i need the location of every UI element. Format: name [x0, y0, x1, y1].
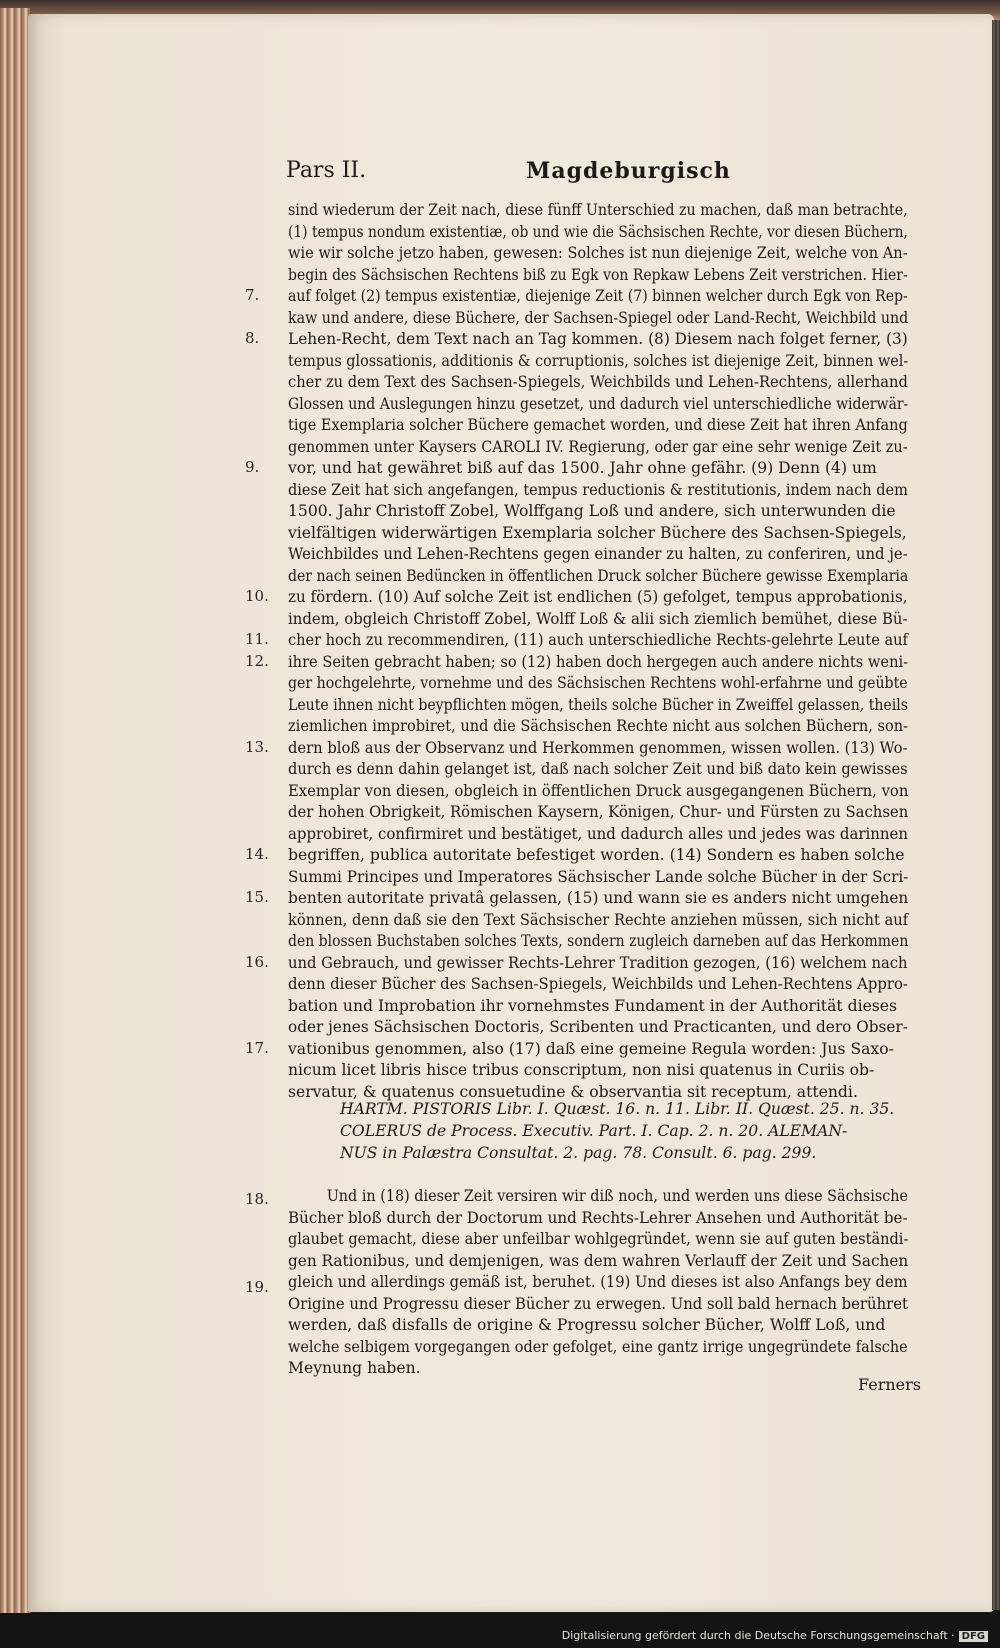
paragraph-line: Und in (18) dieser Zeit versiren wir diß noch, und werden uns diese Sächsische	[326, 1187, 909, 1205]
paragraph-line: Bücher bloß durch der Doctorum und Rechts-Lehrer Ansehen und Authorität be-	[288, 1208, 908, 1227]
text-line: Leute ihnen nicht beypflichten mögen, theils solche Bücher in Zweiffel gelassen, theils	[288, 695, 908, 714]
text-line: diese Zeit hat sich angefangen, tempus reductionis & restitutionis, indem nach dem	[288, 480, 908, 499]
text-line: 1500. Jahr Christoff Zobel, Wolffgang Loß und andere, sich unterwunden die	[288, 502, 896, 520]
text-line: servatur, & quatenus consuetudine & observantia sit receptum, attendi.	[288, 1082, 858, 1101]
text-line: indem, obgleich Christoff Zobel, Wolff Loß & alii sich ziemlich bemühet, diese Bü-	[288, 609, 908, 628]
paragraph-line: gen Rationibus, und demjenigen, was dem wahren Verlauff der Zeit und Sachen	[288, 1251, 909, 1270]
text-line: Lehen-Recht, dem Text nach an Tag kommen. (8) Diesem nach folget ferner, (3)	[288, 330, 908, 348]
text-line: Glossen und Auslegungen hinzu gesetzet, und dadurch viel unterschiedliche widerwär-	[288, 394, 909, 413]
text-line: wie wir solche jetzo haben, gewesen: Solches ist nun diejenige Zeit, welche von An-	[288, 244, 908, 262]
paragraph-line: Origine und Progressu dieser Bücher zu erwegen. Und soll bald hernach berühret	[288, 1294, 909, 1313]
text-line: vor, und hat gewähret biß auf das 1500. Jahr ohne gefähr. (9) Denn (4) um	[288, 459, 877, 477]
margin-number: 11.	[245, 630, 269, 648]
text-line: Summi Principes und Imperatores Sächsischer Lande solche Bücher in der Scri-	[288, 867, 909, 886]
margin-number: 14.	[245, 845, 269, 863]
dfg-logo: DFG	[959, 1631, 988, 1642]
text-line: begriffen, publica autoritate befestiget worden. (14) Sondern es haben solche	[288, 846, 905, 864]
text-line: ger hochgelehrte, vornehme und des Sächsischen Rechtens wohl-erfahrne und geübte	[288, 674, 908, 692]
book-right-edge	[992, 20, 1000, 1610]
text-line: vationibus genommen, also (17) daß eine gemeine Regula worden: Jus Saxo-	[288, 1039, 894, 1058]
text-line: ziemlichen improbiret, und die Sächsischen Rechte nicht aus solchen Büchern, son-	[288, 717, 909, 735]
text-line: kaw und andere, diese Büchere, der Sachsen-Spiegel oder Land-Recht, Weichbild und	[288, 308, 909, 327]
text-line: tempus glossationis, additionis & corruptionis, solches ist diejenige Zeit, binnen wel-	[288, 351, 909, 370]
text-line: dern bloß aus der Observanz und Herkommen genommen, wissen wollen. (13) Wo-	[288, 738, 908, 757]
paragraph-line: glaubet gemacht, diese aber unfeilbar wohlgegründet, wenn sie auf guten beständi-	[288, 1230, 909, 1248]
text-line: auf folget (2) tempus existentiæ, diejenige Zeit (7) binnen welcher durch Egk von Rep-	[288, 287, 908, 305]
margin-number: 13.	[245, 737, 269, 756]
margin-number: 12.	[245, 651, 269, 670]
page-heading: Magdeburgisch	[526, 158, 731, 184]
text-line: ihre Seiten gebracht haben; so (12) haben doch hergegen auch andere nichts weni-	[288, 652, 909, 671]
margin-number: 8.	[245, 329, 260, 347]
text-line: bation und Improbation ihr vornehmstes Fundament in der Authorität dieses	[288, 996, 898, 1015]
text-line: nicum licet libris hisce tribus conscriptum, non nisi quatenus in Curiis ob-	[288, 1061, 875, 1079]
second-paragraph	[288, 1186, 908, 1380]
digitization-credit	[562, 1629, 988, 1642]
credit-text: Digitalisierung gefördert durch die Deutsche Forschungsgemeinschaft ·	[561, 1629, 955, 1642]
citation-line: NUS in Palæstra Consultat. 2. pag. 78. Consult. 6. pag. 299.	[340, 1144, 817, 1162]
text-line: (1) tempus nondum existentiæ, ob und wie die Sächsischen Rechte, vor diesen Büchern,	[288, 222, 908, 241]
text-line: zu fördern. (10) Auf solche Zeit ist endlichen (5) gefolget, tempus approbationis,	[288, 588, 908, 606]
margin-number: 17.	[245, 1038, 269, 1057]
running-header	[286, 150, 926, 190]
citation-line: HARTM. PISTORIS Libr. I. Quæst. 16. n. 11. Libr. II. Quæst. 25. n. 35.	[340, 1100, 895, 1118]
citation-line: COLERUS de Process. Executiv. Part. I. Cap. 2. n. 20. ALEMAN-	[340, 1122, 848, 1140]
text-line: begin des Sächsischen Rechtens biß zu Egk von Repkaw Lebens Zeit verstrichen. Hier-	[288, 265, 908, 284]
paragraph-line: Meynung haben.	[288, 1359, 421, 1377]
paragraph-line: welche selbigem vorgegangen oder gefolget, eine gantz irrige ungegründete falsche	[288, 1337, 908, 1356]
margin-number: 10.	[245, 587, 269, 605]
text-line: durch es denn dahin gelanget ist, daß nach solcher Zeit und biß dato kein gewisses	[288, 760, 908, 778]
margin-number: 9.	[245, 458, 260, 476]
margin-number: 7.	[245, 286, 260, 304]
text-line: approbiret, confirmiret und bestätiget, und dadurch alles und jedes was darinnen	[288, 824, 908, 843]
part-label: Pars II.	[286, 158, 367, 183]
paragraph-line: gleich und allerdings gemäß ist, beruhet. (19) Und dieses ist also Anfangs bey dem	[288, 1273, 908, 1291]
book-page-edges	[0, 8, 31, 1613]
footer-bar	[0, 1613, 1000, 1648]
text-line: Exemplar von diesen, obgleich in öffentlichen Druck ausgegangenen Büchern, von	[288, 781, 909, 800]
text-line: der nach seinen Bedüncken in öffentlichen Druck solcher Büchere gewisse Exemplaria	[288, 566, 909, 585]
text-line: cher zu dem Text des Sachsen-Spiegels, Weichbilds und Lehen-Rechtens, allerhand	[288, 373, 908, 391]
margin-number: 15.	[245, 888, 269, 906]
text-line: oder jenes Sächsischen Doctoris, Scribenten und Practicanten, und dero Obser-	[288, 1018, 908, 1036]
margin-number: 18.	[245, 1190, 269, 1208]
text-line: und Gebrauch, und gewisser Rechts-Lehrer Tradition gezogen, (16) welchem nach	[288, 953, 908, 972]
text-line: Weichbildes und Lehen-Rechtens gegen einander zu halten, zu conferiren, und je-	[288, 545, 908, 563]
text-line: der hohen Obrigkeit, Römischen Kaysern, Königen, Chur- und Fürsten zu Sachsen	[288, 803, 909, 821]
text-line: cher hoch zu recommendiren, (11) auch unterschiedliche Rechts-gelehrte Leute auf	[288, 631, 908, 649]
text-line: genommen unter Kaysers CAROLI IV. Regierung, oder gar eine sehr wenige Zeit zu-	[288, 437, 908, 456]
text-line: tige Exemplaria solcher Büchere gemachet worden, und diese Zeit hat ihren Anfang	[288, 416, 908, 434]
text-line: denn dieser Bücher des Sachsen-Spiegels, Weichbilds und Lehen-Rechtens Appro-	[288, 975, 908, 993]
text-line: sind wiederum der Zeit nach, diese fünff Unterschied zu machen, daß man betrachte,	[288, 201, 908, 219]
text-line: vielfältigen widerwärtigen Exemplaria solcher Büchere des Sachsen-Spiegels,	[288, 523, 907, 542]
text-line: den blossen Buchstaben solches Texts, sondern zugleich darneben auf das Herkommen	[288, 932, 909, 950]
text-line: benten autoritate privatâ gelassen, (15) und wann sie es anders nicht umgehen	[288, 889, 909, 907]
margin-number: 16.	[245, 952, 269, 971]
main-text-block	[288, 200, 908, 1103]
text-line: können, denn daß sie den Text Sächsischer Rechte anziehen müssen, sich nicht auf	[288, 910, 909, 929]
margin-number: 19.	[245, 1278, 269, 1296]
paragraph-line: werden, daß disfalls de origine & Progressu solcher Bücher, Wolff Loß, und	[288, 1316, 886, 1334]
citation-block	[340, 1098, 910, 1164]
catchword: Ferners	[858, 1375, 921, 1394]
